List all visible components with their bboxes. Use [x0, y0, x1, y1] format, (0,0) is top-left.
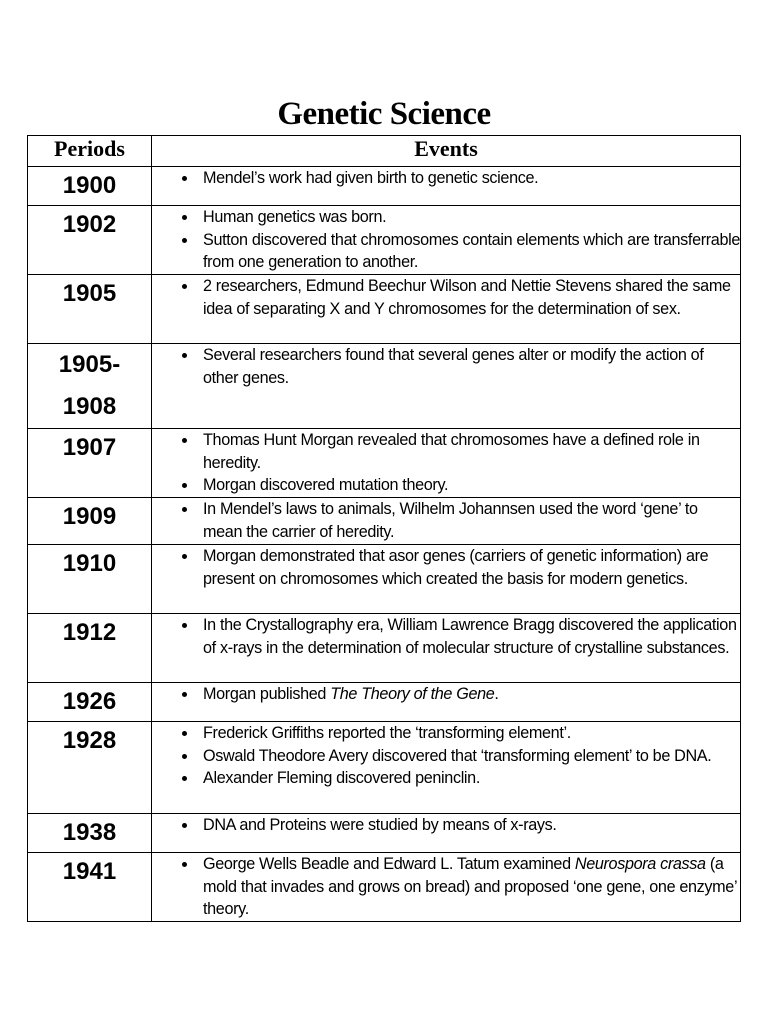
period-cell: 1907 — [28, 429, 152, 498]
event-list — [152, 429, 740, 497]
page-title: Genetic Science — [277, 96, 491, 132]
period-line: 1908 — [62, 393, 117, 420]
table-row — [28, 683, 741, 722]
event-item: Several researchers found that several genes alter or modify the action of other genes. — [203, 344, 740, 389]
period-cell: 1900 — [28, 167, 152, 206]
event-list — [152, 814, 740, 837]
table-row — [28, 545, 741, 614]
table-row — [28, 167, 741, 206]
table-row — [28, 722, 741, 814]
events-cell — [152, 545, 741, 614]
event-list — [152, 498, 740, 543]
period-cell: 1910 — [28, 545, 152, 614]
table-row — [28, 429, 741, 498]
event-item: DNA and Proteins were studied by means of x-rays. — [203, 814, 740, 837]
events-cell — [152, 167, 741, 206]
event-item: Morgan demonstrated that asor genes (carriers of genetic information) are present on chromosomes which created the basis for modern genetics. — [203, 545, 740, 590]
events-cell — [152, 275, 741, 344]
event-list — [152, 275, 740, 320]
event-item: In Mendel’s laws to animals, Wilhelm Johannsen used the word ‘gene’ to mean the carrier of heredity. — [203, 498, 740, 543]
events-cell — [152, 683, 741, 722]
event-text: Morgan published — [203, 685, 331, 703]
timeline-table — [27, 135, 741, 922]
event-text: George Wells Beadle and Edward L. Tatum examined — [203, 855, 575, 873]
event-text: (a mold that invades and grows on bread) and proposed ‘one gene, one enzyme’ theory. — [203, 855, 737, 918]
table-row — [28, 614, 741, 683]
periods-header: Periods — [28, 136, 152, 167]
event-text: . — [494, 685, 499, 703]
event-item: 2 researchers, Edmund Beechur Wilson and Nettie Stevens shared the same idea of separating X and Y chromosomes for the determination of sex. — [203, 275, 740, 320]
events-cell — [152, 498, 741, 545]
table-row — [28, 498, 741, 545]
events-cell — [152, 344, 741, 429]
event-item — [203, 683, 740, 706]
events-cell — [152, 429, 741, 498]
events-cell — [152, 814, 741, 853]
period-cell — [28, 344, 152, 429]
event-list — [152, 683, 740, 706]
header-row — [28, 136, 741, 167]
period-cell: 1912 — [28, 614, 152, 683]
table-row — [28, 344, 741, 429]
period-cell: 1928 — [28, 722, 152, 814]
events-header: Events — [152, 136, 741, 167]
event-item — [203, 853, 740, 921]
table-row — [28, 814, 741, 853]
period-cell: 1941 — [28, 853, 152, 922]
event-item: Human genetics was born. — [203, 206, 740, 229]
event-list — [152, 167, 740, 190]
event-list — [152, 853, 740, 921]
events-cell — [152, 614, 741, 683]
species-name: Neurospora crassa — [574, 855, 706, 873]
event-list — [152, 344, 740, 389]
event-item: Alexander Fleming discovered peninclin. — [203, 767, 740, 790]
period-line: 1905- — [58, 351, 121, 378]
event-list — [152, 614, 740, 659]
events-cell — [152, 853, 741, 922]
event-list — [152, 206, 740, 274]
event-list — [152, 722, 740, 790]
event-item: Thomas Hunt Morgan revealed that chromosomes have a defined role in heredity. — [203, 429, 740, 474]
event-item: Mendel’s work had given birth to genetic science. — [203, 167, 740, 190]
events-cell — [152, 722, 741, 814]
table-row — [28, 853, 741, 922]
event-item: Frederick Griffiths reported the ‘transforming element’. — [203, 722, 740, 745]
book-title: The Theory of the Gene — [330, 685, 495, 703]
event-item: Sutton discovered that chromosomes contain elements which are transferrable from one generation to another. — [203, 229, 740, 274]
event-list — [152, 545, 740, 590]
period-cell: 1902 — [28, 206, 152, 275]
event-item: Oswald Theodore Avery discovered that ‘transforming element’ to be DNA. — [203, 745, 740, 768]
event-item: Morgan discovered mutation theory. — [203, 474, 740, 497]
period-cell: 1909 — [28, 498, 152, 545]
event-item: In the Crystallography era, William Lawrence Bragg discovered the application of x-rays in the determination of molecular structure of crystalline substances. — [203, 614, 740, 659]
period-cell: 1926 — [28, 683, 152, 722]
period-cell: 1905 — [28, 275, 152, 344]
events-cell — [152, 206, 741, 275]
table-row — [28, 206, 741, 275]
period-cell: 1938 — [28, 814, 152, 853]
table-row — [28, 275, 741, 344]
